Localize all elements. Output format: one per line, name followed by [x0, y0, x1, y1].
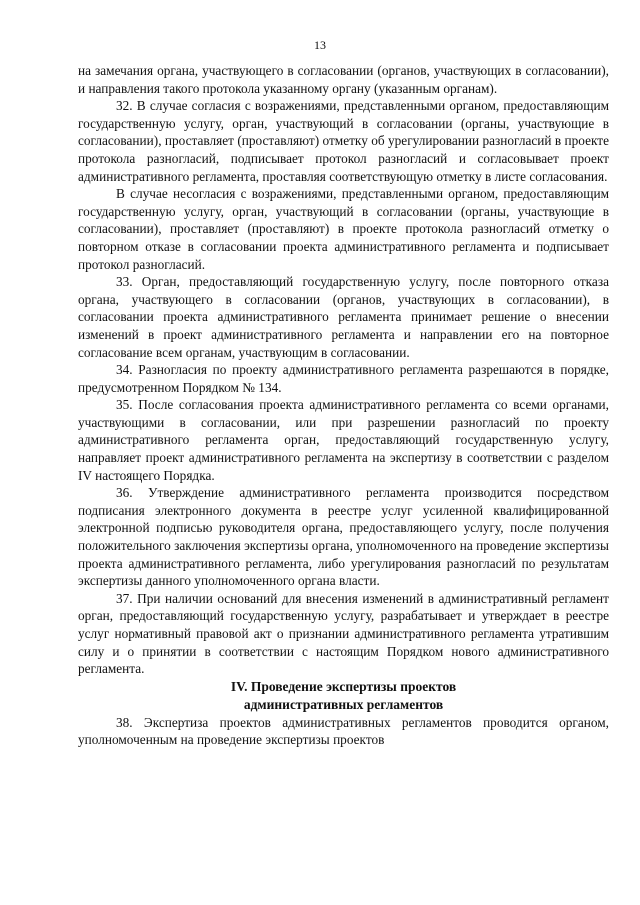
paragraph-32-disagreement: В случае несогласия с возражениями, представленными органом, предоставляющим государственную услугу, орган, участвующий в согласовании (органы, участвующие в согласовании), проставляет (проставляют) в проекте протокола разногласий отметку о повторном отказе в согласовании проекта административного регламента и подписывает протокол разногласий. [78, 186, 609, 272]
section-heading-line-2: административных регламентов [243, 696, 444, 712]
section-heading [78, 678, 609, 714]
paragraph-36: 36. Утверждение административного регламента производится посредством подписания электронного документа в реестре услуг усиленной квалифицированной электронной подписью руководителя органа, предоставляющего услугу, после получения положительного заключения экспертизы органа, уполномоченного на проведение экспертизы проекта административного регламента, либо урегулирования разногласий по результатам экспертизы данного уполномоченного органа власти. [78, 485, 609, 589]
paragraph-33: 33. Орган, предоставляющий государственную услугу, после повторного отказа органа, участвующего в согласовании (органов, участвующих в согласовании), в согласовании проекта административного регламента принимает решение о внесении изменений в проект административного регламента и направлении его на повторное согласование всем органам, участвующим в согласовании. [78, 274, 609, 360]
section-heading-line-1: IV. Проведение экспертизы проектов [230, 678, 457, 694]
paragraph-37: 37. При наличии оснований для внесения изменений в административный регламент орган, предоставляющий государственную услугу, разрабатывает и утверждает в реестре услуг нормативный правовой акт о признании административного регламента утратившим силу и о принятии в соответствии с настоящим Порядком нового административного регламента. [78, 590, 609, 677]
paragraph-32: 32. В случае согласия с возражениями, представленными органом, предоставляющим государственную услугу, орган, участвующий в согласовании (органы, участвующие в согласовании), проставляет (проставляют) отметку об урегулировании разногласий в проекте протокола разногласий, подписывает протокол разногласий и согласовывает проект административного регламента, проставляя соответствующую отметку в листе согласования. [78, 98, 609, 184]
paragraph-continuation: на замечания органа, участвующего в согласовании (органов, участвующих в согласовании), и направления такого протокола указанному органу (указанным органам). [78, 63, 609, 96]
document-body [78, 62, 609, 749]
paragraph-38: 38. Экспертиза проектов административных регламентов проводится органом, уполномоченным на проведение экспертизы проектов [78, 714, 609, 748]
paragraph-34: 34. Разногласия по проекту административного регламента разрешаются в порядке, предусмотренном Порядком № 134. [78, 362, 609, 395]
page-number: 13 [314, 38, 326, 52]
paragraph-35: 35. После согласования проекта административного регламента со всеми органами, участвующими в согласовании, или при разрешении разногласий по проекту административного регламента орган, предоставляющий государственную услугу, направляет проект административного регламента на экспертизу в соответствии с разделом IV настоящего Порядка. [78, 397, 609, 483]
